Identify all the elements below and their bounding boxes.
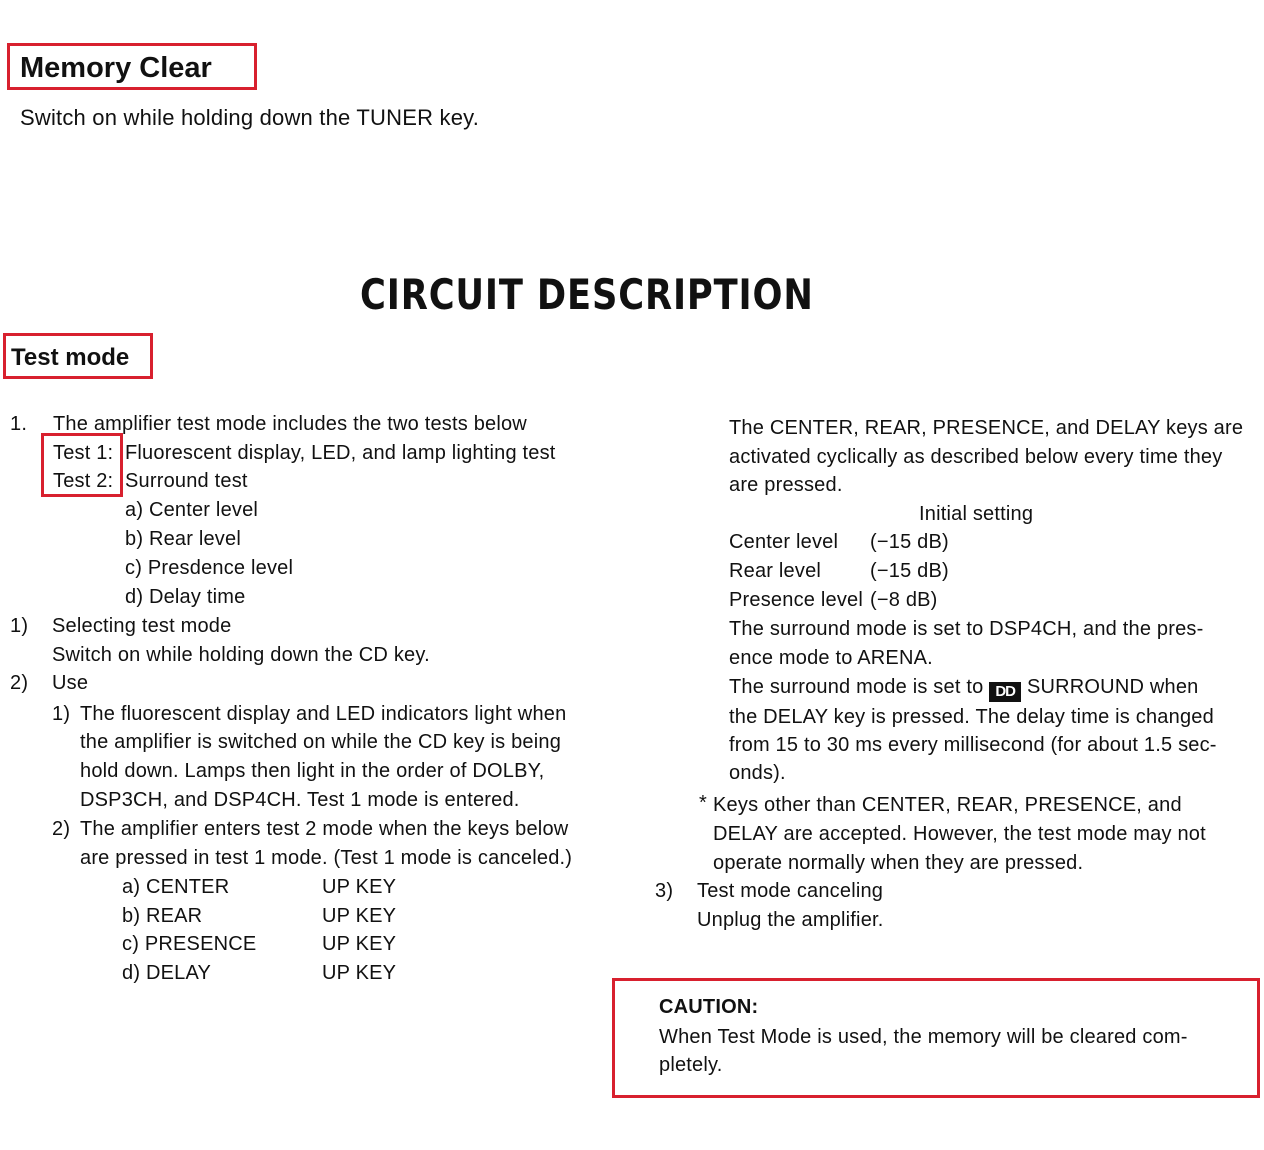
surround-item: a) Center level [125,499,259,521]
note-line: Keys other than CENTER, REAR, PRESENCE, and [713,794,1182,816]
note-asterisk: * [699,792,707,814]
key-name: d) DELAY [122,962,212,984]
use1-line: hold down. Lamps then light in the order of DOLBY, [80,760,545,782]
test1-description: Fluorescent display, LED, and lamp lighting test [125,442,556,464]
memory-clear-text: Switch on while holding down the TUNER key. [20,105,480,130]
use1-line: the amplifier is switched on while the CD key is being [80,731,562,753]
setting-name: Rear level [729,560,822,582]
test2-description: Surround test [125,470,248,492]
memory-clear-heading: Memory Clear [20,52,212,84]
key-name: b) REAR [122,905,203,927]
caution-line: When Test Mode is used, the memory will be cleared com- [659,1026,1188,1048]
intro-line: activated cyclically as described below every time they [729,446,1223,468]
use2-number: 2) [52,818,71,840]
use2-line: are pressed in test 1 mode. (Test 1 mode is canceled.) [80,847,573,869]
delay-line: from 15 to 30 ms every millisecond (for about 1.5 sec- [729,734,1217,756]
setting-name: Center level [729,531,839,553]
dolby-logo-icon: DD [989,682,1021,702]
selecting-number: 1) [10,615,29,637]
dolby-line [729,676,1198,702]
delay-line: onds). [729,762,786,784]
key-name: c) PRESENCE [122,933,257,955]
note-line: DELAY are accepted. However, the test mode may not [713,823,1206,845]
key-name: a) CENTER [122,876,230,898]
test2-label: Test 2: [53,470,114,492]
surround-item: b) Rear level [125,528,241,550]
test1-label: Test 1: [53,442,114,464]
use1-number: 1) [52,703,71,725]
test-mode-heading: Test mode [11,344,130,371]
note-line: operate normally when they are pressed. [713,852,1084,874]
caution-line: pletely. [659,1054,723,1076]
selecting-text: Switch on while holding down the CD key. [52,644,430,666]
dolby-line-end: SURROUND when [1026,676,1199,698]
use-number: 2) [10,672,29,694]
intro-line: are pressed. [729,474,843,496]
setting-name: Presence level [729,589,863,611]
delay-line: the DELAY key is pressed. The delay time is changed [729,706,1214,728]
dolby-line-start: The surround mode is set to [729,676,984,698]
key-action: UP KEY [322,905,397,927]
item1-number: 1. [10,413,28,435]
key-action: UP KEY [322,962,397,984]
key-action: UP KEY [322,933,397,955]
item1-text: The amplifier test mode includes the two tests below [53,413,527,435]
setting-value: (−15 dB) [870,560,949,582]
setting-value: (−8 dB) [870,589,938,611]
key-action: UP KEY [322,876,397,898]
cancel-heading: Test mode canceling [697,880,884,902]
cancel-number: 3) [655,880,674,902]
caution-heading: CAUTION: [659,996,759,1018]
intro-line: The CENTER, REAR, PRESENCE, and DELAY keys are [729,417,1244,439]
use2-line: The amplifier enters test 2 mode when the keys below [80,818,569,840]
setting-value: (−15 dB) [870,531,949,553]
surround-mode-line: ence mode to ARENA. [729,647,933,669]
surround-item: c) Presdence level [125,557,294,579]
page-title: CIRCUIT DESCRIPTION [360,270,814,319]
use1-line: DSP3CH, and DSP4CH. Test 1 mode is entered. [80,789,520,811]
initial-setting-heading: Initial setting [919,503,1034,525]
selecting-heading: Selecting test mode [52,615,232,637]
cancel-text: Unplug the amplifier. [697,909,884,931]
use1-line: The fluorescent display and LED indicators light when [80,703,567,725]
use-heading: Use [52,672,89,694]
surround-item: d) Delay time [125,586,246,608]
surround-mode-line: The surround mode is set to DSP4CH, and the pres- [729,618,1204,640]
